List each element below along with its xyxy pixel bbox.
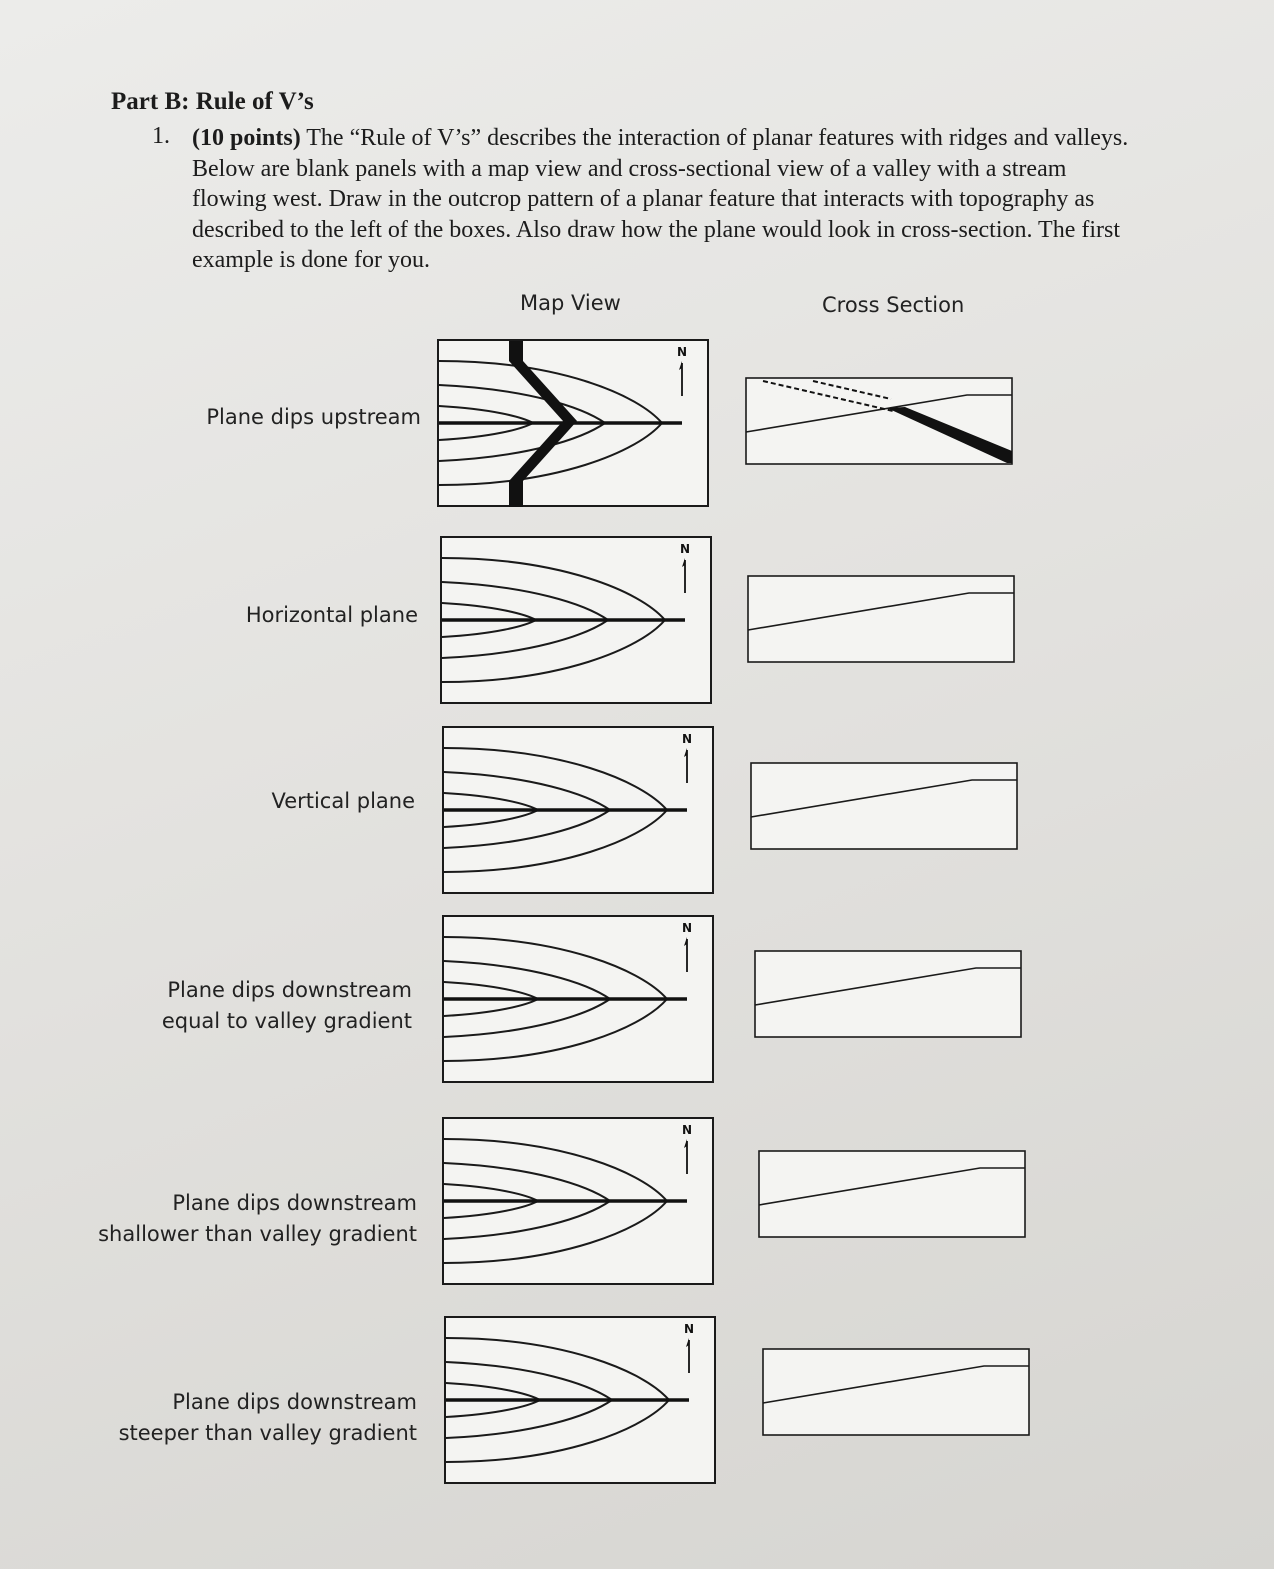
- row-label-line: Plane dips downstream: [172, 1191, 417, 1215]
- cross-section-panel-1[interactable]: [745, 377, 1013, 465]
- north-arrow-label: N: [681, 921, 693, 935]
- cross-section-frame: [746, 378, 1012, 464]
- north-arrow-label: N: [676, 345, 688, 359]
- section-heading: Part B: Rule of V’s: [111, 88, 314, 115]
- map-view-panel-3[interactable]: [442, 726, 714, 894]
- map-view-panel-2[interactable]: [440, 536, 712, 704]
- row-label-line: shallower than valley gradient: [98, 1222, 417, 1246]
- row-label-line: Horizontal plane: [245, 603, 418, 627]
- row-label-line: steeper than valley gradient: [118, 1421, 417, 1445]
- north-arrow-label: N: [681, 732, 693, 746]
- north-arrow-label: N: [681, 1123, 693, 1137]
- row-label: [98, 1188, 417, 1250]
- map-view-header: Map View: [520, 291, 621, 315]
- row-label: [119, 1387, 417, 1449]
- question-body: The “Rule of V’s” describes the interaction of planar features with ridges and valleys. Below are blank panels with a map view and cross-sectional view of a valley with a stream flowing west. Draw in the outcrop pattern of a planar feature that interacts with topography as described to the left of the boxes. Also draw how the plane would look in cross-section. The first example is done for you.: [192, 125, 1129, 273]
- cross-section-panel-5[interactable]: [758, 1150, 1026, 1238]
- north-arrow-label: N: [683, 1322, 695, 1336]
- cross-section-panel-4[interactable]: [754, 950, 1022, 1038]
- row-label-line: Plane dips downstream: [172, 1390, 417, 1414]
- row-label: [162, 975, 412, 1037]
- map-view-panel-4[interactable]: [442, 915, 714, 1083]
- question-text: [192, 123, 1142, 276]
- question-points: (10 points): [192, 125, 301, 151]
- cross-section-frame: [748, 576, 1014, 662]
- north-arrow-label: N: [679, 542, 691, 556]
- row-label-line: Vertical plane: [271, 789, 415, 813]
- cross-section-frame: [751, 763, 1017, 849]
- cross-section-header: Cross Section: [822, 293, 965, 317]
- cross-section-panel-3[interactable]: [750, 762, 1018, 850]
- row-label: [206, 402, 421, 433]
- row-label-line: Plane dips downstream: [167, 978, 412, 1002]
- cross-section-panel-2[interactable]: [747, 575, 1015, 663]
- cross-section-panel-6[interactable]: [762, 1348, 1030, 1436]
- cross-section-frame: [759, 1151, 1025, 1237]
- map-view-panel-6[interactable]: [444, 1316, 716, 1484]
- cross-section-frame: [763, 1349, 1029, 1435]
- map-view-panel-1[interactable]: [437, 339, 709, 507]
- row-label: [246, 600, 418, 631]
- row-label-line: equal to valley gradient: [161, 1009, 412, 1033]
- row-label: [271, 786, 415, 817]
- cross-section-frame: [755, 951, 1021, 1037]
- map-view-panel-5[interactable]: [442, 1117, 714, 1285]
- row-label-line: Plane dips upstream: [206, 405, 421, 429]
- question-number: 1.: [152, 123, 170, 149]
